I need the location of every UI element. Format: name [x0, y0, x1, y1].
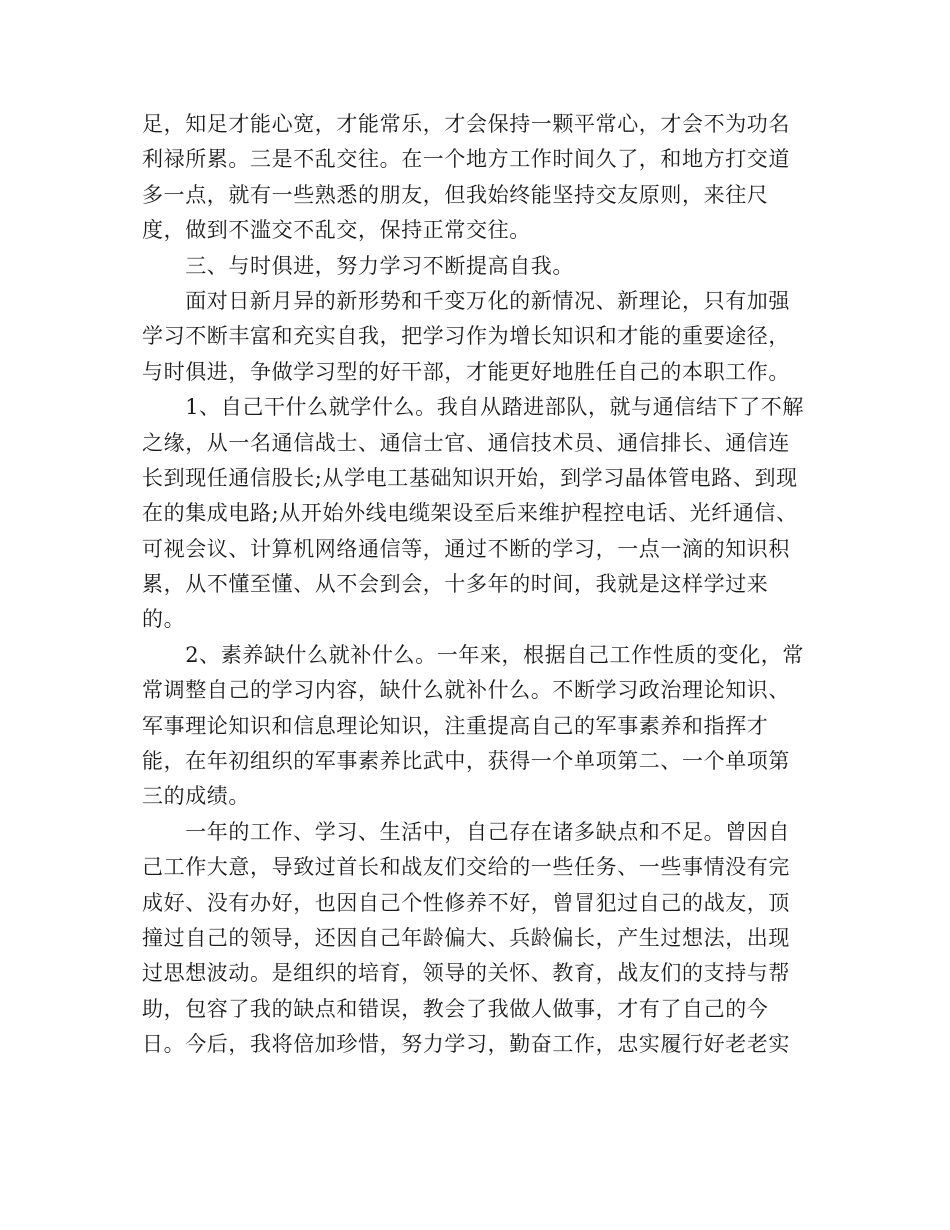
text-line: 的。 [142, 607, 186, 632]
text-line: 一年的工作、学习、生活中，自己存在诸多缺点和不足。曾因自 [142, 819, 790, 844]
text-line: 三的成绩。 [142, 784, 250, 809]
text-line: 长到现任通信股长;从学电工基础知识开始，到学习晶体管电路、到现 [142, 465, 798, 490]
text-line: 2、素养缺什么就补什么。一年来，根据自己工作性质的变化，常 [142, 642, 804, 667]
text-line: 能，在年初组织的军事素养比武中，获得一个单项第二、一个单项第 [142, 749, 790, 774]
text-line: 撞过自己的领导，还因自己年龄偏大、兵龄偏长，产生过想法，出现 [142, 925, 790, 950]
text-line: 军事理论知识和信息理论知识，注重提高自己的军事素养和指挥才 [142, 713, 769, 738]
text-line: 常调整自己的学习内容，缺什么就补什么。不断学习政治理论知识、 [142, 678, 790, 703]
text-line: 三、与时俱进，努力学习不断提高自我。 [142, 253, 574, 278]
text-line: 助，包容了我的缺点和错误，教会了我做人做事，才有了自己的今 [142, 996, 769, 1021]
text-line: 己工作大意，导致过首长和战友们交给的一些任务、一些事情没有完 [142, 855, 790, 880]
text-line: 之缘，从一名通信战士、通信士官、通信技术员、通信排长、通信连 [142, 430, 790, 455]
text-line: 1、自己干什么就学什么。我自从踏进部队，就与通信结下了不解 [142, 395, 804, 420]
text-line: 学习不断丰富和充实自我，把学习作为增长知识和才能的重要途径， [142, 324, 790, 349]
text-line: 多一点，就有一些熟悉的朋友，但我始终能坚持交友原则，来往尺 [142, 182, 769, 207]
text-line: 可视会议、计算机网络通信等，通过不断的学习，一点一滴的知识积 [142, 536, 790, 561]
document-body [142, 107, 812, 1063]
text-line: 累，从不懂至懂、从不会到会，十多年的时间，我就是这样学过来 [142, 572, 769, 597]
text-line: 利禄所累。三是不乱交往。在一个地方工作时间久了，和地方打交道 [142, 147, 790, 172]
text-line: 日。今后，我将倍加珍惜，努力学习，勤奋工作，忠实履行好老老实 [142, 1032, 790, 1057]
text-line: 度，做到不滥交不乱交，保持正常交往。 [142, 218, 531, 243]
text-line: 足，知足才能心宽，才能常乐，才会保持一颗平常心，才会不为功名 [142, 112, 790, 136]
text-line: 在的集成电路;从开始外线电缆架设至后来维护程控电话、光纤通信、 [142, 501, 798, 526]
text-line: 与时俱进，争做学习型的好干部，才能更好地胜任自己的本职工作。 [142, 359, 790, 384]
text-line: 过思想波动。是组织的培育，领导的关怀、教育，战友们的支持与帮 [142, 961, 790, 986]
text-line: 面对日新月异的新形势和千变万化的新情况、新理论，只有加强 [142, 288, 790, 313]
text-line: 成好、没有办好，也因自己个性修养不好，曾冒犯过自己的战友，顶 [142, 890, 790, 915]
